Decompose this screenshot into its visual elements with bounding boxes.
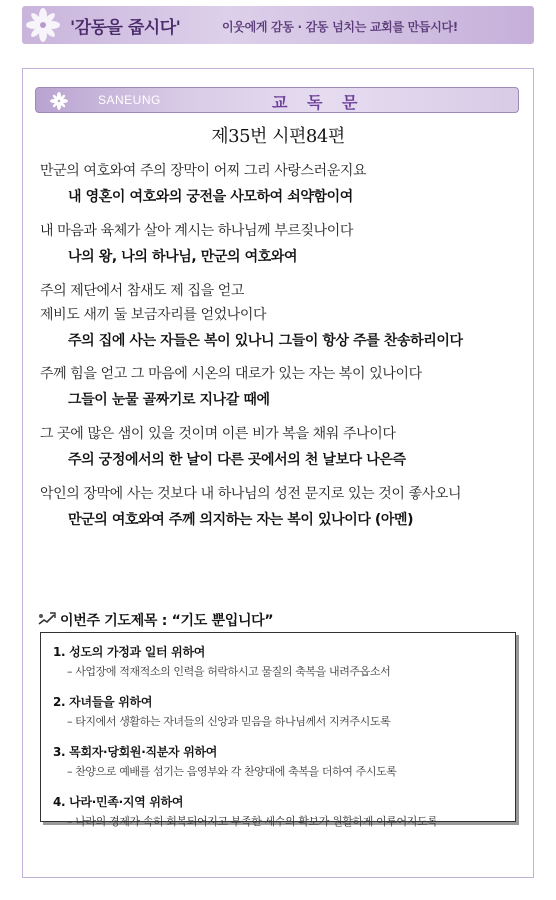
verse-line: 주의 제단에서 참새도 제 집을 얻고 <box>40 283 244 299</box>
prayer-item <box>53 643 390 679</box>
prayer-item-title: 1. 성도의 가정과 일터 위하여 <box>53 645 206 659</box>
flower-icon <box>50 92 68 110</box>
verse-line: 그 곳에 많은 샘이 있을 것이며 이른 비가 복을 채워 주나이다 <box>40 426 396 442</box>
response-line: 주의 궁정에서의 한 날이 다른 곳에서의 천 날보다 나은즉 <box>68 452 406 468</box>
prayer-item-title: 3. 목회자·당회원·직분자 위하여 <box>53 745 218 759</box>
prayer-item <box>53 743 397 779</box>
prayer-item-desc: – 나라의 경제가 속히 회복되어지고 부족한 세수의 확보가 원활하게 이루어지도록 <box>67 815 438 828</box>
response-line: 나의 왕, 나의 하나님, 만군의 여호와여 <box>68 249 298 265</box>
response-line: 주의 집에 사는 자들은 복이 있나니 그들이 항상 주를 찬송하리이다 <box>68 333 463 349</box>
response-line: 만군의 여호와여 주께 의지하는 자는 복이 있나이다 (아멘) <box>68 512 414 528</box>
pen-icon <box>38 612 56 626</box>
prayer-item <box>53 693 390 729</box>
prayer-item-desc: – 타지에서 생활하는 자녀들의 신앙과 믿음을 하나님께서 지켜주시도록 <box>67 715 391 728</box>
brand-label: SANEUNG <box>98 93 161 107</box>
prayer-item <box>53 793 437 829</box>
top-banner <box>22 6 534 44</box>
prayer-item-desc: – 찬양으로 예배를 섬기는 음영부와 각 찬양대에 축복을 더하여 주시도록 <box>67 765 397 778</box>
verse-line: 주께 힘을 얻고 그 마음에 시온의 대로가 있는 자는 복이 있나이다 <box>40 366 422 382</box>
verse-line: 내 마음과 육체가 살아 계시는 하나님께 부르짖나이다 <box>40 223 354 239</box>
banner-subtitle: 이웃에게 감동 · 감동 넘치는 교회를 만듭시다! <box>222 20 458 34</box>
prayer-heading-text: 이번주 기도제목 : “기도 뿐입니다” <box>60 613 274 629</box>
section-heading: 교 독 문 <box>272 93 365 112</box>
banner-slogan: '감동을 줍시다' <box>70 18 181 38</box>
flower-icon <box>26 8 60 42</box>
verse-line: 만군의 여호와여 주의 장막이 어찌 그리 사랑스러운지요 <box>40 163 367 179</box>
verse-line: 제비도 새끼 둘 보금자리를 얻었나이다 <box>40 307 267 323</box>
prayer-item-title: 4. 나라·민족·지역 위하여 <box>53 795 184 809</box>
verse-line: 악인의 장막에 사는 것보다 내 하나님의 성전 문지로 있는 것이 좋사오니 <box>40 486 462 502</box>
response-line: 그들이 눈물 골짜기로 지나갈 때에 <box>68 392 270 408</box>
response-line: 내 영혼이 여호와의 궁전을 사모하여 쇠약함이여 <box>68 189 353 205</box>
prayer-item-desc: – 사업장에 적재적소의 인력을 허락하시고 물질의 축복을 내려주옵소서 <box>67 665 391 678</box>
prayer-item-title: 2. 자녀들을 위하여 <box>53 695 153 709</box>
section-title-bar <box>35 87 519 113</box>
prayer-list-box <box>40 632 516 828</box>
psalm-title: 제35번 시편84편 <box>211 126 345 147</box>
